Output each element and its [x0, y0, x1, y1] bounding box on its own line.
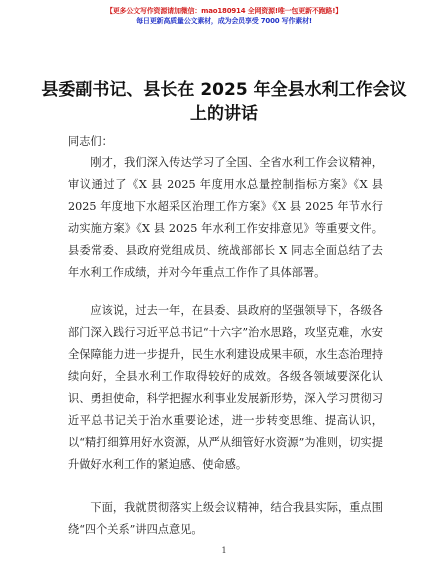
- page-number: 1: [221, 546, 227, 555]
- promo-banner-line-2: 每日更新高质量公文素材，成为会员享受 7000 写作素材!: [136, 17, 312, 25]
- document-title: 县委副书记、县长在 2025 年全县水利工作会议上的讲话: [41, 80, 407, 124]
- paragraph-1: 刚才，我们深入传达学习了全国、全省水利工作会议精神，审议通过了《X 县 2025 年度用水总量控制指标方案》《X 县 2025 年度地下水超采区治理工作方案》《X 县 2025 年节水行动实施方案》《X 县 2025 年水利工作安排意见》等重要文件。县委常委、县政府党组成员、统战部部长 X 同志全面总结了去年水利工作成绩，并对今年重点工作作了具体部署。: [68, 156, 383, 279]
- promo-banner: [0, 6, 448, 26]
- greeting: 同志们：: [68, 135, 113, 148]
- promo-banner-line-1: 【更多公文写作资源请加微信：mao180914 全网资源!唯一包更新不跑路!】: [105, 7, 343, 15]
- paragraph-3: 下面，我就贯彻落实上级会议精神，结合我县实际，重点围绕“四个关系”讲四点意见。: [68, 501, 383, 536]
- paragraph-2: 应该说，过去一年，在县委、县政府的坚强领导下，各级各部门深入践行习近平总书记“十六字”治水思路，攻坚克难，水安全保障能力进一步提升，民生水利建设成果丰硕，水生态治理持续向好，全县水利工作取得较好的成效。各级各领域要深化认识、勇担使命，科学把握水利事业发展新形势，深入学习贯彻习近平总书记关于治水重要论述，进一步转变思维、提高认识，以“精打细算用好水资源，从严从细管好水资源”为准则，切实提升做好水利工作的紧迫感、使命感。: [68, 304, 383, 471]
